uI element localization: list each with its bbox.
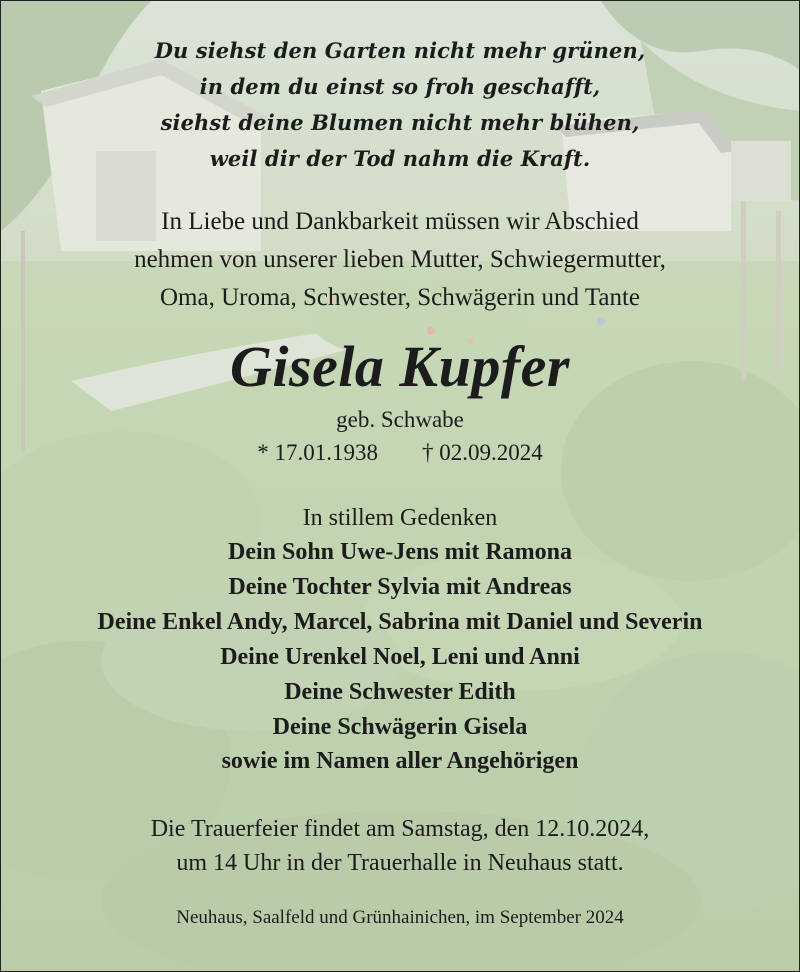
poem xyxy=(1,33,799,177)
intro-line: Oma, Uroma, Schwester, Schwägerin und Tante xyxy=(160,284,640,311)
mourner-line: sowie im Namen aller Angehörigen xyxy=(221,748,579,775)
funeral-line: um 14 Uhr in der Trauerhalle in Neuhaus statt. xyxy=(176,850,624,876)
farewell-intro xyxy=(1,203,799,317)
birth-date: * 17.01.1938 xyxy=(257,440,378,465)
poem-line: siehst deine Blumen nicht mehr blühen, xyxy=(160,110,640,135)
poem-line: weil dir der Tod nahm die Kraft. xyxy=(209,146,591,171)
memory-heading: In stillem Gedenken xyxy=(302,505,498,531)
mourner-line: Deine Tochter Sylvia mit Andreas xyxy=(228,573,572,600)
life-dates xyxy=(1,437,799,469)
death-date: † 02.09.2024 xyxy=(422,440,543,465)
intro-line: In Liebe und Dankbarkeit müssen wir Abschied xyxy=(161,208,639,235)
notice-content xyxy=(1,1,799,971)
intro-line: nehmen von unserer lieben Mutter, Schwiegermutter, xyxy=(134,246,666,273)
poem-line: in dem du einst so froh geschafft, xyxy=(199,74,601,99)
mourner-line: Deine Schwägerin Gisela xyxy=(272,713,528,740)
mourner-line: Dein Sohn Uwe-Jens mit Ramona xyxy=(227,539,572,565)
mourner-line: Deine Enkel Andy, Marcel, Sabrina mit Daniel und Severin xyxy=(97,608,703,635)
mourners-list xyxy=(1,535,799,779)
funeral-info xyxy=(1,812,799,880)
mourner-line: Deine Urenkel Noel, Leni und Anni xyxy=(220,643,580,670)
place-and-date: Neuhaus, Saalfeld und Grünhainichen, im September 2024 xyxy=(176,907,624,928)
poem-line: Du siehst den Garten nicht mehr grünen, xyxy=(154,38,646,63)
maiden-name: geb. Schwabe xyxy=(336,407,464,432)
mourner-line: Deine Schwester Edith xyxy=(284,678,516,705)
deceased-name: Gisela Kupfer xyxy=(230,334,570,399)
funeral-line: Die Trauerfeier findet am Samstag, den 12.10.2024, xyxy=(150,816,650,842)
